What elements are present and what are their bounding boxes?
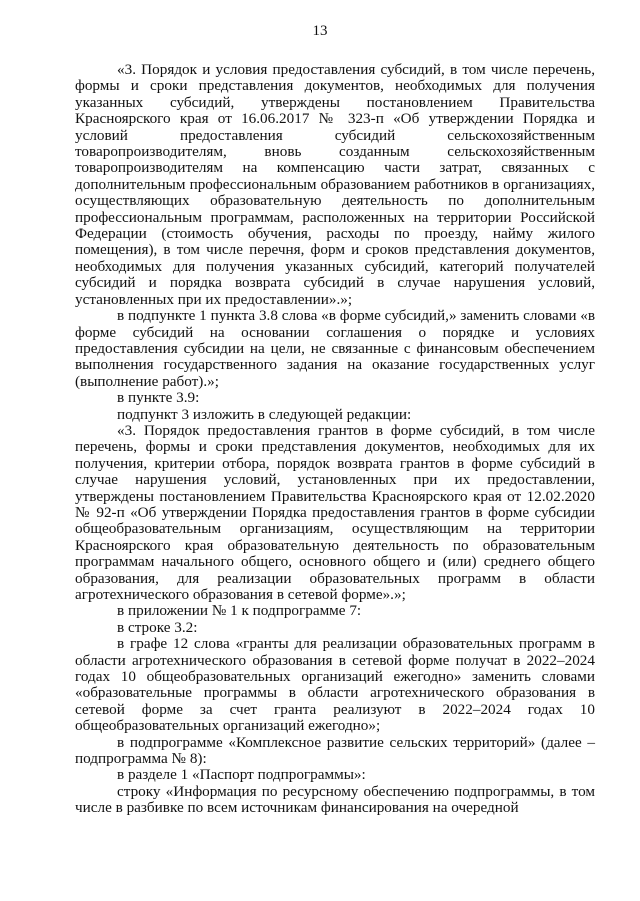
paragraph-subpoint-3-intro: подпункт 3 изложить в следующей редакции:	[117, 405, 412, 423]
paragraph-subpoint-3-8: в подпункте 1 пункта 3.8 слова «в форме субсидий,» заменить словами «в форме субсидий на основании соглашения о порядке и условиях предоставления субсидии на цели, не связанные с финансовым обеспечением выполнения государственного задания на оказание государственных услуг (выполнение работ).»;	[75, 307, 596, 390]
paragraph-subprogram-8: в подпрограмме «Комплексное развитие сельских территорий» (далее – подпрограмма № 8):	[75, 733, 595, 768]
page-number: 13	[312, 23, 328, 39]
paragraph-quote-point-3-grants: «3. Порядок предоставления грантов в форме субсидий, в том числе перечень, формы и сроки представления документов, необходимых для их получения, критерии отбора, порядок возврата грантов в форме субсидий в случае нарушения условий, установленных при их предоставлении, утверждены постановлением Правительства Красноярского края от 12.02.2020 № 92-п «Об утверждении Порядка предоставления грантов в форме субсидии общеобразовательным организациям, осуществляющим на территории Красноярского края образовательную деятельность по образовательным программам начального общего, основного общего и (или) среднего общего образования, для реализации образовательных программ в области агротехнического образования в сетевой форме».»;	[75, 421, 595, 603]
paragraph-section-1-passport: в разделе 1 «Паспорт подпрограммы»:	[117, 766, 366, 784]
paragraph-quote-point-3-subsidies: «3. Порядок и условия предоставления субсидий, в том числе перечень, формы и сроки представления документов, необходимых для получения указанных субсидий, утверждены постановлением Правительства Красноярского края от 16.06.2017 № 323-п «Об утверждении Порядка и условий предоставления субсидий сельскохозяйственным товаропроизводителям, вновь созданным сельскохозяйственным товаропроизводителям на компенсацию части затрат, связанных с дополнительным профессиональным образованием работников в организациях, осуществляющих образовательную деятельность по дополнительным профессиональным программам, расположенных на территории Российской Федерации (стоимость обучения, расходы по проезду, найму жилого помещения), в том числе перечня, форм и сроков представления документов, необходимых для получения указанных субсидий, категорий получателей субсидий и порядка возврата субсидий в случае нарушения условий, установленных при их предоставлении».»;	[75, 61, 595, 308]
document-body	[75, 62, 595, 817]
paragraph-point-3-9: в пункте 3.9:	[117, 389, 200, 407]
paragraph-column-12: в графе 12 слова «гранты для реализации образовательных программ в области агротехнического образования в сетевой форме получат в 2022–2024 годах 10 общеобразовательных организаций ежегодно» заменить словами «образовательные программы в области агротехнического образования в сетевой форме за счет гранта реализуют в 2022–2024 годах 10 общеобразовательных организаций ежегодно»;	[75, 635, 595, 735]
paragraph-row-resource-info: строку «Информация по ресурсному обеспечению подпрограммы, в том числе в разбивке по всем источникам финансирования на очередной	[75, 782, 595, 817]
paragraph-row-3-2: в строке 3.2:	[117, 618, 198, 636]
paragraph-appendix-1: в приложении № 1 к подпрограмме 7:	[117, 602, 362, 620]
